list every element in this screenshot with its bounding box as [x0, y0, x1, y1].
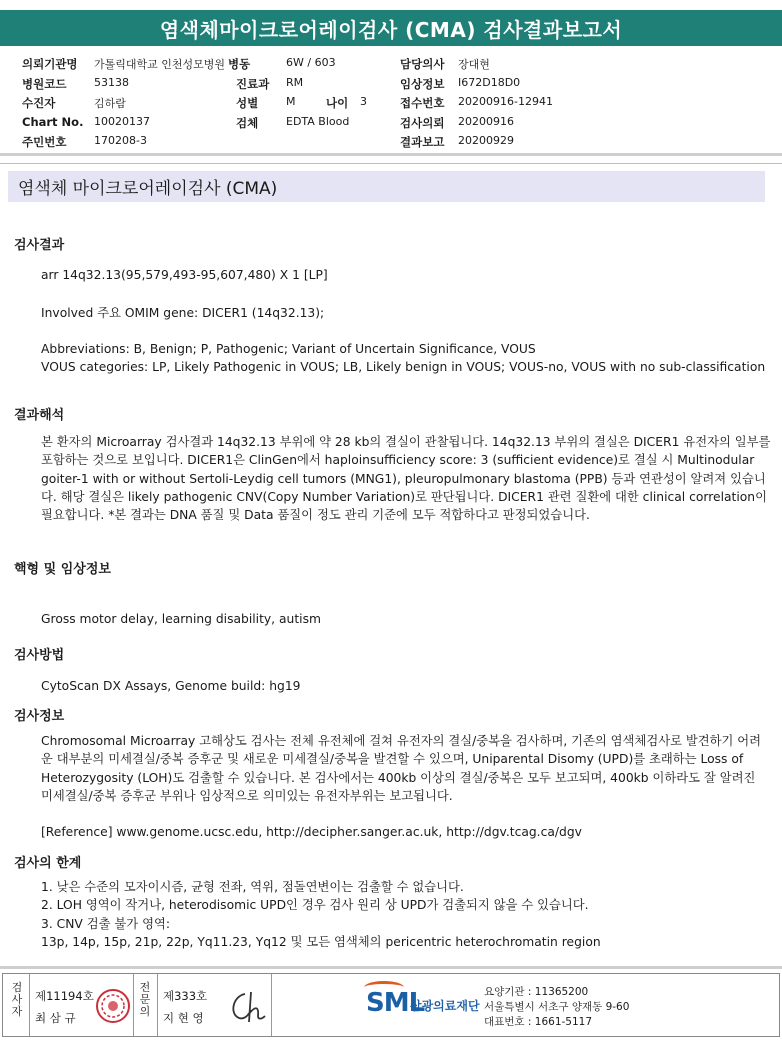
lab-name: 삼광의료재단: [410, 999, 480, 1013]
request-date-value: 20200916: [458, 114, 514, 128]
doctor-label: 담당의사: [400, 57, 445, 71]
hospital-code-value: 53138: [94, 75, 129, 89]
result-heading: 검사결과: [14, 238, 65, 253]
hospital-code-label: 병원코드: [22, 76, 67, 91]
abbrev-line-2: VOUS categories: LP, Likely Pathogenic in VOUS; LB, Likely benign in VOUS; VOUS-no, VOUS with no sub-classification: [41, 360, 766, 375]
limits-list: [41, 878, 771, 951]
test-info-heading: 검사정보: [14, 709, 65, 724]
examiner-name: 최 삼 규: [35, 1011, 76, 1025]
sex-label: 성별: [236, 96, 259, 110]
examiner-number: 제11194호: [35, 989, 94, 1003]
abbreviations: [41, 340, 771, 377]
lab-address: 서울특별시 서초구 양재동 9-60: [484, 1001, 630, 1013]
omim-text: Involved 주요 OMIM gene: DICER1 (14q32.13);: [41, 306, 325, 320]
id-label: 주민번호: [22, 135, 67, 149]
id-value: 170208-3: [94, 134, 147, 147]
request-date-label: 검사의뢰: [400, 115, 445, 130]
phenotype-text: Gross motor delay, learning disability, autism: [41, 612, 321, 626]
seal-stamp-icon: [95, 988, 131, 1024]
limits-item: 1. 낮은 수준의 모자이시즘, 균형 전좌, 역위, 점돌연변이는 검출할 수 없습니다.: [41, 880, 464, 894]
limits-item: 2. LOH 영역이 작거나, heterodisomic UPD인 경우 검사 원리 상 UPD가 검출되지 않을 수 있습니다.: [41, 898, 589, 913]
divider: [0, 966, 782, 969]
lab-logo: SML: [366, 988, 425, 1018]
divider: [133, 974, 134, 1036]
section-title: 염색체 마이크로어레이검사 (CMA): [8, 171, 765, 202]
patient-value: 김하람: [94, 97, 126, 110]
dept-value: RM: [286, 75, 304, 89]
dept-label: 진료과: [236, 76, 270, 91]
method-text: CytoScan DX Assays, Genome build: hg19: [41, 679, 301, 693]
specialist-name: 지 현 영: [163, 1011, 204, 1025]
interpretation-text: 본 환자의 Microarray 검사결과 14q32.13 부위에 약 28 kb의 결실이 관찰됩니다. 14q32.13 부위의 결실은 DICER1 유전자의 일부를 포함하는 것으로 보입니다. DICER1은 ClinGen에서 haploinsufficiency score: 3 (sufficient evidence)로 결실 시 Multinodular goiter-1 with or without Sertoli-Leydig cell tumors (MNG1), pleuropulmonary blastoma (PPB) 등과 연관성이 알려져 있습니다. 해당 결실은 likely pathogenic CNV(Copy Number Variation)로 판단됩니다. DICER1 관련 질환에 대한 clinical correlation이 필요합니다. *본 결과는 DNA 품질 및 Data 품질이 정도 관리 기준에 모두 적합하다고 판정되었습니다.: [41, 435, 771, 523]
lab-code: 요양기관 : 11365200: [484, 986, 589, 998]
limits-heading: 검사의 한계: [14, 856, 82, 871]
hospital-value: 가톨릭대학교 인천성모병원: [94, 58, 226, 71]
divider: [271, 974, 272, 1036]
specialist-vertical-label: 전문의: [139, 981, 151, 1018]
doctor-value: 장대현: [458, 58, 490, 71]
patient-info: [22, 56, 782, 154]
specimen-label: 검체: [236, 115, 259, 130]
specimen-value: EDTA Blood: [286, 114, 350, 128]
reference-text: [Reference] www.genome.ucsc.edu, http://decipher.sanger.ac.uk, http://dgv.tcag.ca/dgv: [41, 825, 582, 839]
divider: [29, 974, 30, 1036]
karyotype-text: arr 14q32.13(95,579,493-95,607,480) X 1 [LP]: [41, 268, 328, 282]
sex-value: M: [286, 95, 296, 108]
age-label: 나이: [326, 96, 349, 110]
phenotype-heading: 핵형 및 임상정보: [14, 562, 111, 577]
ward-label: 병동: [228, 57, 251, 71]
receipt-value: 20200916-12941: [458, 95, 553, 108]
divider: [157, 974, 158, 1036]
report-title: 염색체마이크로어레이검사 (CMA) 검사결과보고서: [0, 10, 782, 46]
age-value: 3: [360, 95, 367, 108]
chart-value: 10020137: [94, 114, 150, 128]
specialist-number: 제333호: [163, 989, 208, 1003]
clinical-value: I672D18D0: [458, 75, 521, 89]
lab-phone: 대표번호 : 1661-5117: [484, 1016, 593, 1028]
report-date-value: 20200929: [458, 134, 514, 147]
limits-item: 13p, 14p, 15p, 21p, 22p, Yq11.23, Yq12 및 모든 염색체의 pericentric heterochromatin region: [41, 934, 601, 949]
test-info-text: Chromosomal Microarray 고해상도 검사는 전체 유전체에 걸쳐 유전자의 결실/중복을 검사하며, 기존의 염색체검사로 발견하기 어려운 대부분의 미세결실/중복 증후군 및 새로운 미세결실/중복을 발견할 수 있으며, Uniparental Disomy (UPD)를 초래하는 Loss of Heterozygosity (LOH)도 검출할 수 있습니다. 본 검사에서는 400kb 이상의 결실/중복은 모두 보고되며, 400kb 이하라도 잘 알려진 미세결실/중복 증후군 부위나 임상적으로 의미있는 유전자부위는 보고됩니다.: [41, 734, 762, 803]
report-date-label: 결과보고: [400, 135, 445, 149]
examiner-vertical-label: 검사자: [11, 981, 23, 1018]
signature-icon: [225, 984, 269, 1028]
interpretation-heading: 결과해석: [14, 408, 65, 423]
ward-value: 6W / 603: [286, 56, 336, 69]
method-heading: 검사방법: [14, 648, 65, 663]
clinical-label: 임상정보: [400, 76, 445, 91]
chart-label: Chart No.: [22, 114, 84, 129]
patient-label: 수진자: [22, 96, 56, 110]
limits-item: 3. CNV 검출 불가 영역:: [41, 916, 170, 931]
divider: [0, 153, 782, 156]
abbrev-line-1: Abbreviations: B, Benign; P, Pathogenic; Variant of Uncertain Significance, VOUS: [41, 342, 536, 356]
hospital-label: 의뢰기관명: [22, 57, 78, 71]
divider: [0, 163, 782, 164]
receipt-label: 접수번호: [400, 96, 445, 110]
